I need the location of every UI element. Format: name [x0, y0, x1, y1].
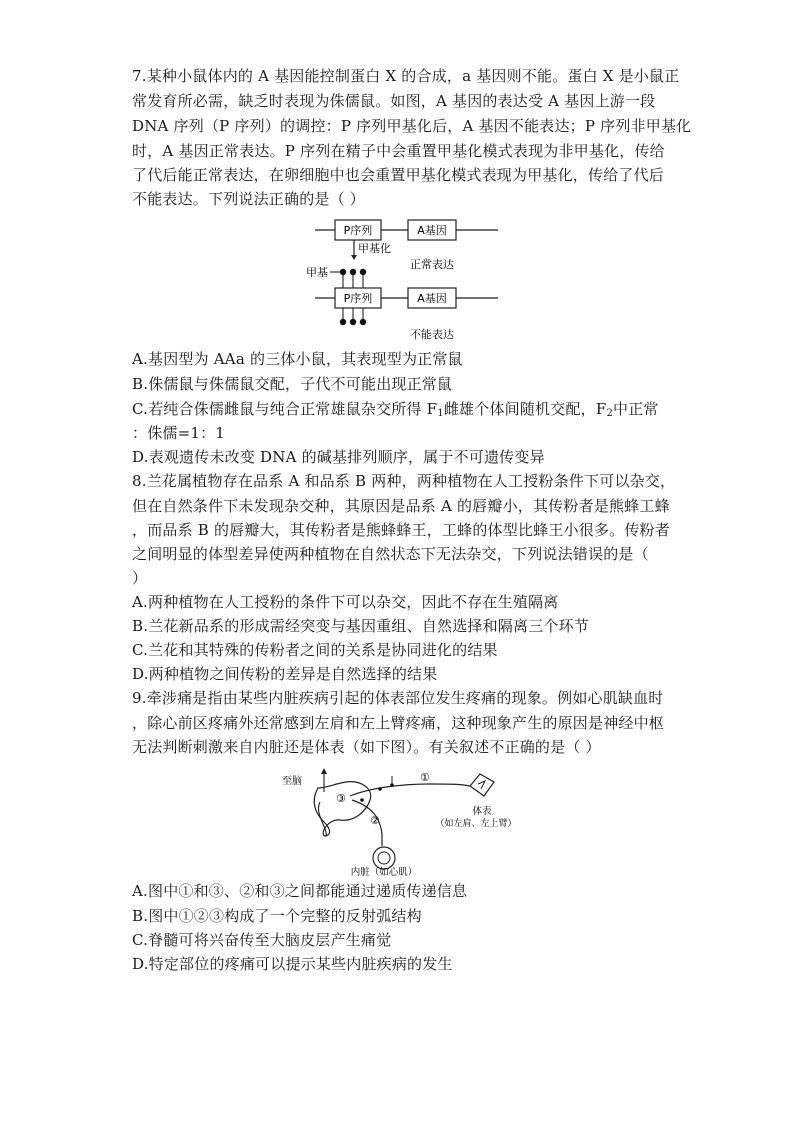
neuron-1-label: ①: [420, 771, 430, 784]
q8-stem-line-1: 8.兰花属植物存在品系 A 和品系 B 两种，两种植物在人工授粉条件下可以杂交，: [132, 472, 676, 490]
p-seq-label-bottom: P序列: [343, 292, 373, 305]
methyl-dot: [360, 269, 366, 275]
f2-subscript: 2: [606, 408, 614, 419]
q7-option-c-post: 中正常: [613, 400, 659, 418]
arrow-up-icon: [321, 768, 327, 774]
q7-methylation-diagram: [300, 210, 510, 345]
q8-option-c: C.兰花和其特殊的传粉者之间的关系是协同进化的结果: [132, 641, 498, 659]
q7-option-c-cont: ：侏儒=1：1: [132, 424, 226, 442]
q7-option-a: A.基因型为 AAa 的三体小鼠，其表现型为正常鼠: [132, 350, 463, 368]
no-expression-label: 不能表达: [410, 328, 454, 341]
q7-stem-line-6: 不能表达。下列说法正确的是（ ）: [132, 190, 365, 208]
methyl-label: 甲基: [306, 266, 328, 279]
synapse-dot: [360, 798, 364, 802]
q9-option-b: B.图中①②③构成了一个完整的反射弧结构: [132, 907, 422, 925]
arrow-down-icon: [351, 255, 357, 260]
q9-option-a: A.图中①和③、②和③之间都能通过递质传递信息: [132, 882, 468, 900]
methyl-dot: [350, 319, 356, 325]
neuron-2-label: ②: [370, 814, 380, 827]
q7-stem-line-4: 时，A 基因正常表达。P 序列在精子中会重置甲基化模式表现为非甲基化，传给: [132, 142, 665, 160]
q7-stem-line-1: 7.某种小鼠体内的 A 基因能控制蛋白 X 的合成，a 基因则不能。蛋白 X 是小鼠正: [132, 67, 680, 85]
q7-stem-line-2: 常发育所必需，缺乏时表现为侏儒鼠。如图，A 基因的表达受 A 基因上游一段: [132, 92, 656, 110]
q7-option-c-mid: 雌雄个体间随机交配，F: [443, 400, 607, 418]
q9-option-c: C.脊髓可将兴奋传至大脑皮层产生痛觉: [132, 931, 392, 949]
methyl-dot: [340, 319, 346, 325]
a-gene-label-top: A基因: [417, 224, 447, 237]
q9-stem-line-2: ，除心前区疼痛外还常感到左肩和左上臂疼痛，这种现象产生的原因是神经中枢: [132, 714, 665, 732]
q8-stem-line-4: 之间明显的体型差异使两种植物在自然状态下无法杂交，下列说法错误的是（: [132, 545, 649, 563]
body-surface-label: 体表: [472, 806, 492, 817]
q8-option-d: D.两种植物之间传粉的差异是自然选择的结果: [132, 665, 438, 683]
p-seq-label-top: P序列: [343, 224, 373, 237]
q8-stem-line-2: 但在自然条件下未发现杂交种，其原因是品系 A 的唇瓣小，其传粉者是熊蜂工蜂: [132, 497, 670, 515]
normal-expression-label: 正常表达: [410, 258, 454, 271]
q7-stem-line-5: 了代后能正常表达，在卵细胞中也会重置甲基化模式表现为甲基化，传给了代后: [132, 166, 665, 184]
q8-stem-line-5: ）: [132, 569, 148, 587]
methyl-dot: [360, 319, 366, 325]
methyl-dot: [340, 269, 346, 275]
q9-option-d: D.特定部位的疼痛可以提示某些内脏疾病的发生: [132, 955, 453, 973]
q7-option-c-pre: C.若纯合侏儒雌鼠与纯合正常雄鼠杂交所得 F: [132, 400, 438, 418]
q9-stem-line-1: 9.牵涉痛是指由某些内脏疾病引起的体表部位发生疼痛的现象。例如心肌缺血时: [132, 689, 664, 707]
viscera-label: 内脏（如心肌）: [350, 867, 418, 877]
neuron-3-label: ③: [336, 792, 346, 805]
methyl-dot: [350, 269, 356, 275]
q8-option-b: B.兰花新品系的形成需经突变与基因重组、自然选择和隔离三个环节: [132, 617, 589, 635]
q7-option-b: B.侏儒鼠与侏儒鼠交配，子代不可能出现正常鼠: [132, 375, 453, 393]
methylation-label: 甲基化: [358, 242, 391, 255]
body-surface-note: （如左肩、左上臂）: [435, 819, 517, 829]
to-brain-label: 至脑: [282, 776, 302, 787]
q8-stem-line-3: ，而品系 B 的唇瓣大，其传粉者是熊蜂蜂王，工蜂的体型比蜂王小很多。传粉者: [132, 521, 670, 539]
q7-option-d: D.表观遗传未改变 DNA 的碱基排列顺序，属于不可遗传变异: [132, 448, 545, 466]
q7-option-c: [132, 400, 672, 418]
body-surface-receptor: [470, 774, 494, 796]
synapse-dot: [378, 787, 382, 791]
viscera-organ: [373, 847, 395, 869]
q9-stem-line-3: 无法判断刺激来自内脏还是体表（如下图）。有关叙述不正确的是（ ）: [132, 738, 601, 756]
q8-option-a: A.两种植物在人工授粉的条件下可以杂交，因此不存在生殖隔离: [132, 593, 559, 611]
q7-stem-line-3: DNA 序列（P 序列）的调控：P 序列甲基化后，A 基因不能表达；P 序列非甲基化: [132, 117, 692, 135]
a-gene-label-bottom: A基因: [417, 292, 447, 305]
f1-subscript: 1: [437, 408, 444, 419]
q9-referred-pain-diagram: [280, 762, 520, 877]
